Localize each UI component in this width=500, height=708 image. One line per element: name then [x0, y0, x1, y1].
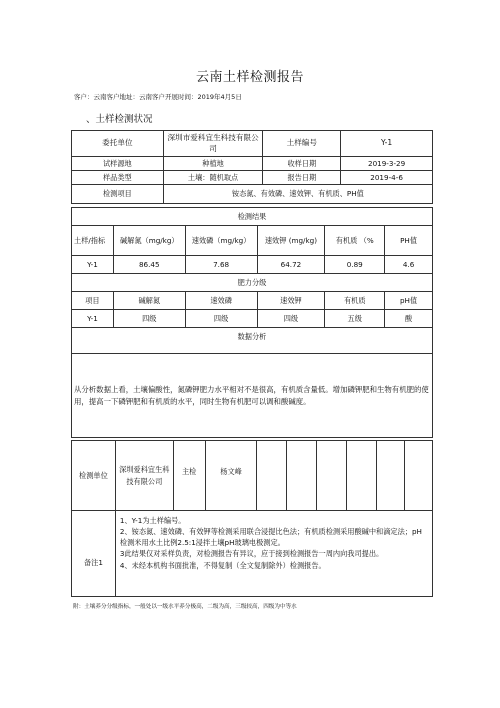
grades-cell: 四级 [257, 310, 325, 328]
grades-col: 碱解氮 [113, 292, 185, 310]
results-table [71, 207, 433, 438]
results-col-ph: PH值 [385, 226, 433, 256]
grades-col: pH值 [385, 292, 433, 310]
grades-col: 速效钾 [257, 292, 325, 310]
notes-label: 备注1 [72, 511, 116, 597]
test-unit-value: 深圳爱科宜生科技有限公司 [115, 441, 173, 511]
collect-date-value: 2019-3-29 [341, 157, 433, 171]
notes-body [115, 511, 432, 597]
signoff-table [71, 440, 433, 597]
results-cell: 64.72 [257, 256, 325, 274]
blank-cell [377, 441, 405, 511]
results-col-sample: 土样/指标 [72, 226, 114, 256]
blank-cell [287, 441, 317, 511]
results-col-potassium: 速效钾 (mg/kg) [257, 226, 325, 256]
grades-cell: 四级 [185, 310, 257, 328]
results-cell: Y-1 [72, 256, 114, 274]
blank-cell [257, 441, 287, 511]
footer-note: 附：土壤养分分级指标，一般处以一级水平养分极高，二级为高，三级较高，四级为中等水 [73, 604, 297, 610]
results-col-nitrogen: 碱解氮（mg/kg） [113, 226, 185, 256]
results-col-phosphorus: 速效磷（mg/kg） [185, 226, 257, 256]
grades-col: 项目 [72, 292, 114, 310]
grades-cell: 四级 [113, 310, 185, 328]
results-col-organic: 有机质 （% [325, 226, 385, 256]
grades-col: 速效磷 [185, 292, 257, 310]
results-cell: 0.89 [325, 256, 385, 274]
source-value: 种植地 [163, 157, 263, 171]
inspector-value: 杨文峰 [205, 441, 257, 511]
note-line: 4、未经本机构书面批准，不得复制（全文复制除外）检测报告。 [119, 560, 326, 570]
label-sample-type: 样品类型 [72, 171, 164, 185]
grades-cell: 酸 [385, 310, 433, 328]
label-inspector: 主检 [173, 441, 205, 511]
blank-cell [347, 441, 377, 511]
report-date-value: 2019-4-6 [341, 171, 433, 185]
analysis-text: 从分析数据上看，土壤偏酸性，氮磷钾肥力水平相对不是很高，有机质含量低。增加磷钾肥和生物有机肥的使用，提高一下磷钾肥和有机质的水平，同时生物有机肥可以调和酸碱度。 [72, 354, 433, 438]
report-title: 云南土样检测报告 [195, 70, 304, 85]
grades-cell: 五级 [325, 310, 385, 328]
blank-cell [317, 441, 347, 511]
label-test-items: 检测项目 [72, 185, 164, 204]
results-header: 检测结果 [72, 208, 433, 226]
results-cell: 4.6 [385, 256, 433, 274]
grades-cell: Y-1 [72, 310, 114, 328]
results-cell: 7.68 [185, 256, 257, 274]
note-line: 1、Y-1为土样编号。 [119, 516, 186, 525]
label-collect-date: 收样日期 [263, 157, 341, 171]
blank-cell [405, 441, 433, 511]
results-cell: 86.45 [113, 256, 185, 274]
sample-no-value: Y-1 [341, 131, 433, 157]
grades-col: 有机质 [325, 292, 385, 310]
client-info-line: 客户：云南客户地址：云南客户开展时间：2019年4月5日 [74, 93, 242, 101]
section-title: 、土样检测状况 [86, 114, 153, 125]
client-value: 深圳市爱科宜生科技有限公司 [163, 131, 263, 157]
sample-type-value: 土壤：随机取点 [163, 171, 263, 185]
test-items-value: 铵态氮、有效磷、速效钾、有机质、PH值 [163, 185, 432, 204]
analysis-header: 数据分析 [72, 328, 433, 354]
grades-header: 肥力分级 [72, 274, 433, 292]
label-report-date: 报告日期 [263, 171, 341, 185]
label-sample-no: 土样编号 [263, 131, 341, 157]
note-line: 3此结果仅对采样负责，对检测报告有异议，应于接到检测报告一周内向我司提出。 [119, 549, 384, 559]
label-test-unit: 检测单位 [72, 441, 116, 511]
info-table [71, 130, 433, 204]
label-client: 委托单位 [72, 131, 164, 157]
label-source: 试样源地 [72, 157, 164, 171]
note-line: 2、铵态氮、速效磷、有效钾等检测采用联合浸提比色法；有机质检测采用酸碱中和滴定法；pH检测米用水土比例2.5:1浸拌土壤pH玻璃电极测定。 [119, 527, 422, 548]
